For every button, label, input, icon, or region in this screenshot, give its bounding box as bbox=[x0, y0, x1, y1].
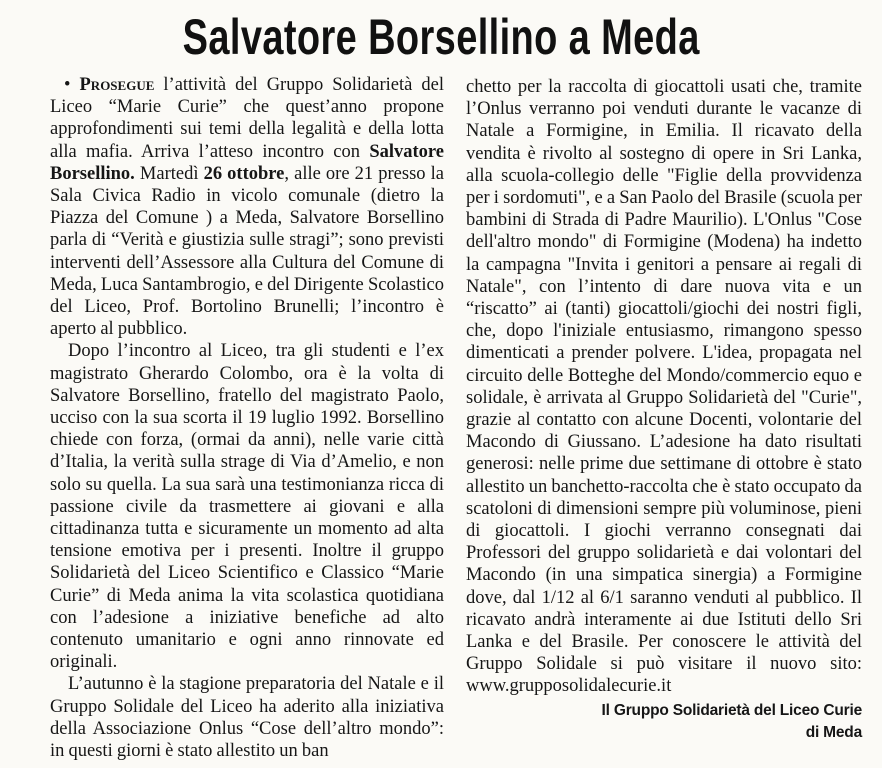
signature-line-2: di Meda bbox=[805, 723, 862, 741]
speaker-name: Salvatore Borsellino. bbox=[50, 141, 444, 184]
event-date: 26 ottobre bbox=[203, 163, 285, 184]
signature bbox=[466, 700, 862, 744]
headline bbox=[0, 2, 882, 72]
paragraph-borsellino: Dopo l’incontro al Liceo, tra gli studenti e l’ex magistrato Gherardo Colombo, ora è la volta di Salvatore Borsellino, fratello del magistrato Paolo, ucciso con la sua scorta il 19 luglio 1992. Borsellino chiede con forza, (ormai da anni), nelle varie città d’Italia, la verità sulla strage di Via d’Amelio, e non solo su quella. La sua sarà una testimonianza ricca di passione civile da trasmettere ai giovani e alla cittadinanza tutta e sicuramente un momento ad alta tensione emotiva per i presenti. Inoltre il gruppo Solidarietà del Liceo Scientifico e Classico “Marie Curie” di Meda anima la vita scolastica quotidiana con l’adesione a iniziative benefiche ad alto contenuto umanitario e ogni anno rinnovate ed originali. bbox=[50, 341, 444, 673]
left-column bbox=[50, 74, 444, 762]
paragraph-banchetto: chetto per la raccolta di giocattoli usati che, tramite l’Onlus verranno poi venduti durante le vacanze di Natale a Formigine, in Emilia. Il ricavato della vendita è rivolto al sostegno di opere in Sri Lanka, alla scuola-collegio delle "Figlie della provvidenza per i sordomuti", e a San Paolo del Brasile (scuola per bambini di Strada di Padre Maurilio). L'Onlus "Cose dell'altro mondo" di Formigine (Modena) ha indetto la campagna "Invita i genitori a pensare ai regali di Natale", con l’intento di dare nuova vita e un “riscatto” ai (tanti) giocattoli/giochi dei nostri figli, che, dopo l'iniziale entusiasmo, rimangono spesso dimenticati a prender polvere. L'idea, propagata nel circuito delle Botteghe del Mondo/commercio equo e solidale, è arrivata al Gruppo Solidarietà del "Curie", grazie al contatto con alcune Docenti, volontarie del Macondo di Giussano. L’adesione ha dato risultati generosi: nelle prime due settimane di ottobre è stato allestito un banchetto-raccolta che è stato occupato da scatoloni di dimensioni sempre più voluminose, pieni di giocattoli. I giochi verranno consegnati dai Professori del gruppo solidarietà e dai volontari del Macondo (in una simpatica sinergia) a Formigine dove, dal 1/12 al 6/1 saranno venduti al pubblico. Il ricavato andrà interamente ai due Istituti dello Sri Lanka e del Brasile. Per conoscere le attività del Gruppo Solidale si può visitare il nuovo sito: www.grupposolidalecurie.it bbox=[466, 77, 862, 697]
right-column bbox=[466, 76, 862, 744]
intro-text-3: , alle ore 21 presso la Sala Civica Radio in vicolo comunale (dietro la Piazza del Comune ) a Meda, Salvatore Borsellino parla di “Verità e giustizia sulle stragi”; sono previsti interventi dell’Assessore alla Cultura del Comune di Meda, Luca Santambrogio, e del Dirigente Scolastico del Liceo, Prof. Bortolino Brunelli; l’incontro è aperto al pubblico. bbox=[50, 163, 444, 340]
signature-line-1: Il Gruppo Solidarietà del Liceo Curie bbox=[601, 701, 862, 719]
headline-text: Salvatore Borsellino a Meda bbox=[182, 9, 700, 65]
intro-text-2: Martedì bbox=[134, 163, 204, 184]
lead-word: Prosegue bbox=[79, 75, 155, 95]
intro-text-1: l’attività del Gruppo Solidarietà del Liceo “Marie Curie” che quest’anno propone approfondimenti sui temi della legalità e della lotta alla mafia. Arriva l’atteso incontro con bbox=[50, 75, 444, 162]
paragraph-intro bbox=[50, 74, 444, 340]
bullet-mark: • bbox=[64, 75, 71, 95]
paragraph-autunno: L’autunno è la stagione preparatoria del Natale e il Gruppo Solidale del Liceo ha aderito alla iniziativa della Associazione Onlus “Cose dell’altro mondo”: in questi giorni è stato allestito un ban bbox=[50, 674, 444, 762]
